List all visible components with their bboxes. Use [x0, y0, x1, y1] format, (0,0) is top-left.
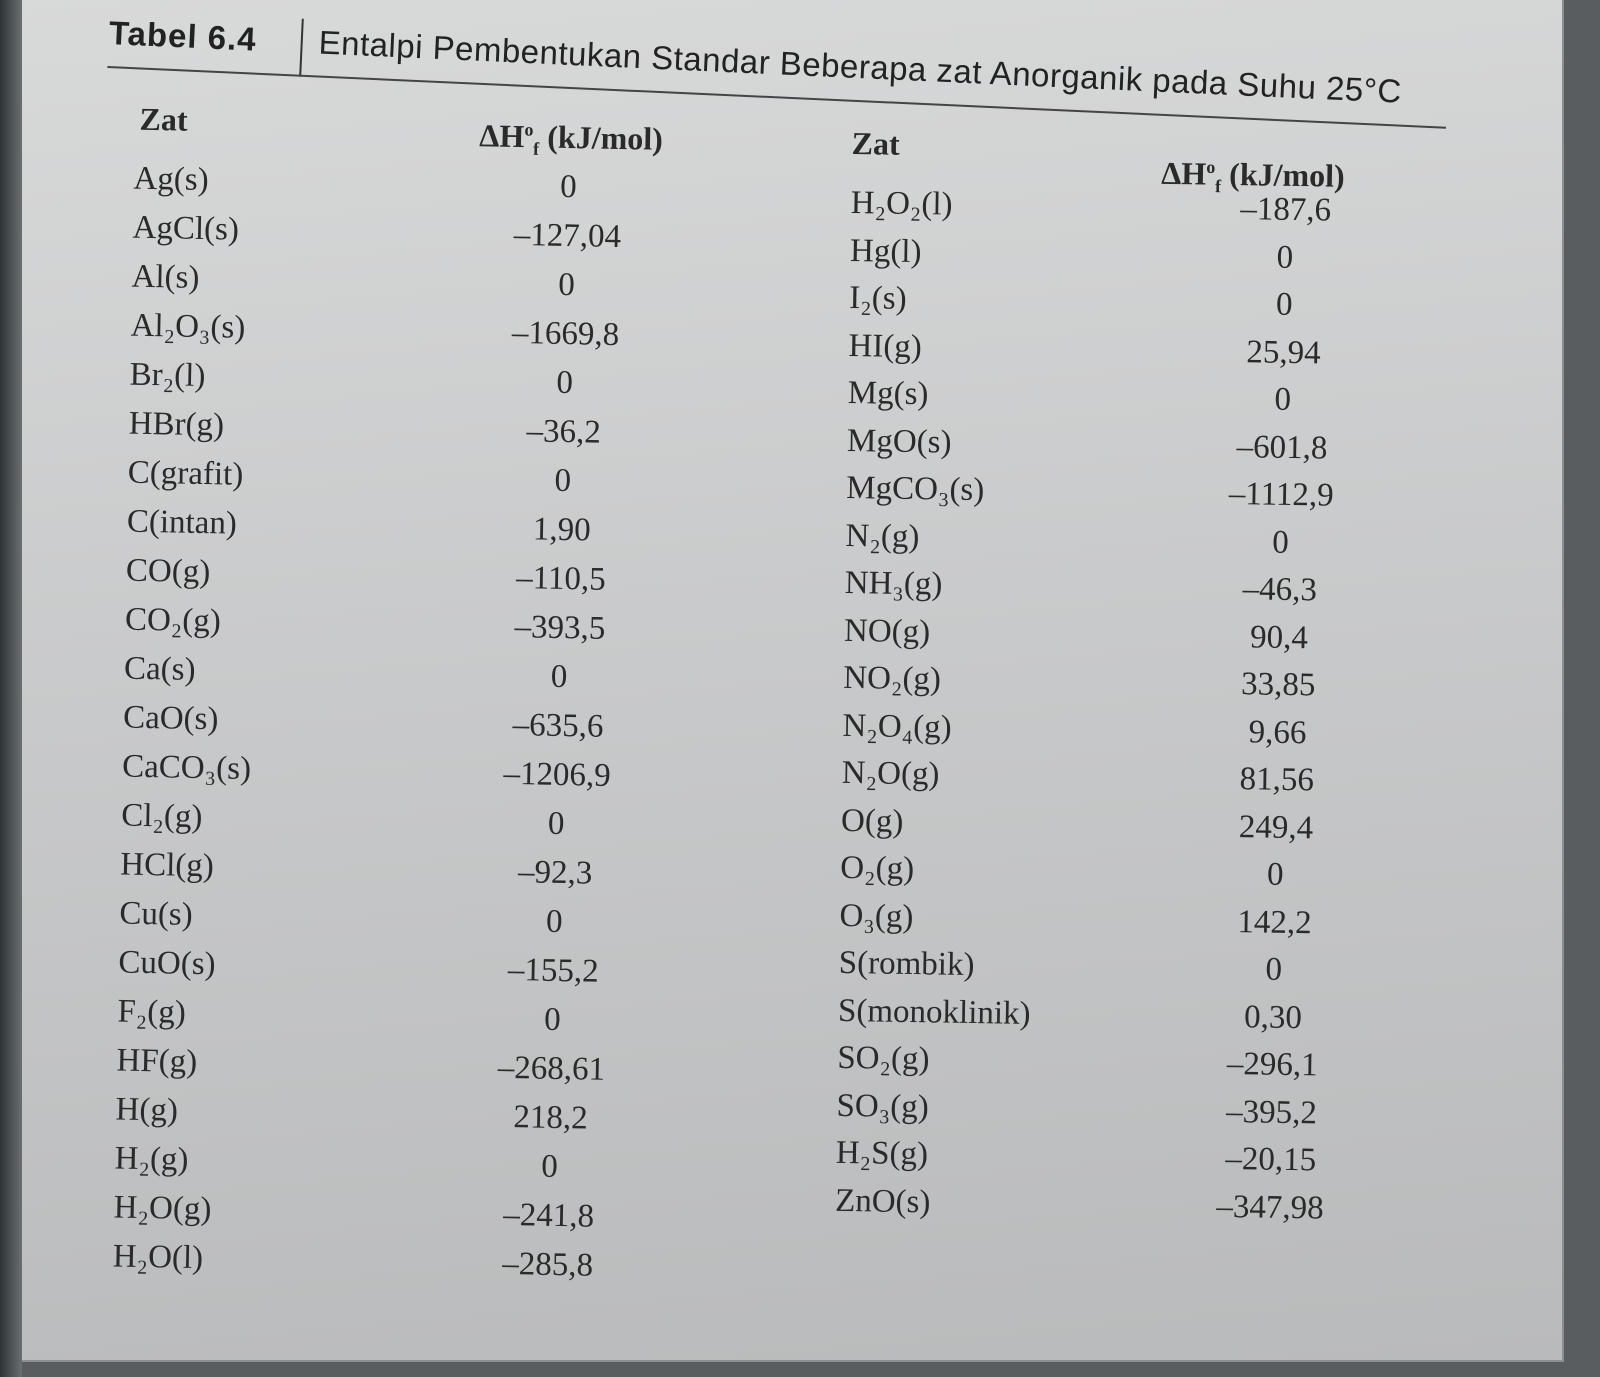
enthalpy-cell: 0 — [1275, 286, 1293, 323]
enthalpy-cell: –127,04 — [513, 216, 622, 256]
enthalpy-cell: 142,2 — [1237, 903, 1312, 941]
enthalpy-cell: –187,6 — [1240, 191, 1332, 229]
substance-cell: CO(g) — [125, 552, 211, 591]
substance-cell: Al(s) — [131, 258, 200, 296]
substance-cell: Ca(s) — [123, 650, 196, 688]
substance-cell: MgCO₃(s) — [846, 469, 985, 509]
column-header-enthalpy-right: $\Delta H^o_f$ (kJ/mol) — [1161, 154, 1346, 197]
enthalpy-cell: 9,66 — [1248, 713, 1307, 751]
substance-cell: H₂(g) — [114, 1140, 189, 1178]
enthalpy-cell: 1,90 — [532, 511, 592, 549]
table-header — [107, 10, 1478, 132]
enthalpy-cell: –1112,9 — [1228, 475, 1334, 514]
enthalpy-cell: 249,4 — [1238, 808, 1314, 846]
enthalpy-cell: 0 — [550, 658, 568, 696]
substance-cell: AgCl(s) — [132, 209, 240, 248]
enthalpy-cell: 0 — [545, 903, 563, 941]
substance-cell: C(intan) — [126, 503, 238, 542]
enthalpy-cell: –347,98 — [1216, 1188, 1324, 1227]
substance-cell: N₂O₄(g) — [842, 707, 952, 746]
enthalpy-cell: 0 — [1271, 524, 1290, 561]
substance-cell: CaO(s) — [122, 699, 219, 738]
enthalpy-cell: –395,2 — [1225, 1093, 1318, 1131]
substance-cell: Hg(l) — [849, 232, 922, 270]
enthalpy-cell: 90,4 — [1249, 618, 1309, 656]
substance-cell: N₂O(g) — [841, 754, 940, 793]
enthalpy-cell: 0 — [559, 168, 578, 206]
substance-cell: Cl₂(g) — [120, 797, 203, 836]
enthalpy-cell: 218,2 — [513, 1099, 589, 1137]
substance-cell: SO₂(g) — [837, 1039, 930, 1078]
substance-cell: H(g) — [115, 1091, 179, 1129]
enthalpy-cell: 0 — [554, 462, 572, 500]
enthalpy-cell: –36,2 — [526, 413, 602, 451]
enthalpy-cell: –92,3 — [517, 854, 593, 892]
enthalpy-cell: –285,8 — [502, 1245, 594, 1284]
enthalpy-cell: –1669,8 — [511, 314, 620, 354]
substance-cell: O₂(g) — [840, 849, 915, 888]
substance-cell: H₂O(g) — [113, 1189, 212, 1228]
enthalpy-cell: 0 — [543, 1001, 562, 1039]
enthalpy-cell: –393,5 — [514, 609, 606, 647]
table-row — [835, 1182, 1396, 1239]
book-page — [22, 0, 1564, 1362]
title-separator — [299, 19, 304, 77]
substance-cell: SO₃(g) — [836, 1087, 930, 1125]
substance-cell: S(rombik) — [838, 944, 975, 984]
enthalpy-cell: 0 — [1266, 856, 1284, 893]
table-title: Entalpi Pembentukan Standar Beberapa zat Anorganik pada Suhu 25°C — [317, 23, 1403, 110]
enthalpy-cell: –1206,9 — [503, 755, 612, 794]
table-row — [77, 1238, 638, 1297]
substance-cell: NH₃(g) — [844, 564, 943, 603]
enthalpy-cell: 0,30 — [1243, 998, 1303, 1036]
book-spine-shadow — [0, 0, 22, 1377]
enthalpy-cell: –241,8 — [502, 1196, 595, 1235]
substance-cell: O₃(g) — [839, 897, 914, 935]
substance-cell: F₂(g) — [117, 993, 187, 1031]
enthalpy-cell: –110,5 — [515, 560, 606, 598]
enthalpy-cell: 25,94 — [1246, 333, 1321, 371]
enthalpy-cell: –268,61 — [497, 1049, 606, 1088]
enthalpy-cell: –635,6 — [512, 707, 604, 745]
substance-cell: HI(g) — [848, 327, 923, 365]
substance-cell: N₂(g) — [845, 517, 920, 555]
substance-cell: C(grafit) — [127, 454, 244, 493]
substance-cell: H₂S(g) — [835, 1134, 929, 1173]
enthalpy-cell: –601,8 — [1236, 428, 1328, 467]
enthalpy-cell: –296,1 — [1226, 1046, 1318, 1084]
substance-cell: MgO(s) — [846, 422, 952, 461]
enthalpy-cell: –155,2 — [507, 951, 600, 990]
column-header-zat: Zat — [139, 100, 188, 138]
substance-cell: H₂O(l) — [112, 1238, 204, 1277]
substance-cell: Br₂(l) — [129, 356, 206, 395]
substance-cell: CO₂(g) — [124, 601, 222, 640]
substance-cell: O(g) — [840, 802, 904, 840]
substance-cell: Ag(s) — [133, 160, 209, 199]
substance-cell: HCl(g) — [119, 846, 215, 885]
enthalpy-cell: –46,3 — [1242, 571, 1318, 609]
substance-cell: H₂O₂(l) — [850, 184, 953, 223]
substance-cell: Al₂O₃(s) — [130, 307, 246, 346]
substance-cell: CaCO₃(s) — [121, 748, 252, 788]
substance-cell: I₂(s) — [848, 279, 907, 317]
enthalpy-cell: 33,85 — [1240, 666, 1316, 704]
substance-cell: CuO(s) — [118, 944, 216, 983]
column-header-enthalpy: $\Delta H^o_f$ (kJ/mol) — [479, 117, 664, 159]
enthalpy-cell: 0 — [556, 364, 574, 402]
column-header-zat-right: Zat — [851, 125, 900, 162]
enthalpy-cell: 0 — [1274, 381, 1292, 418]
enthalpy-cell: 0 — [541, 1148, 559, 1185]
substance-cell: ZnO(s) — [834, 1182, 931, 1220]
enthalpy-cell: 0 — [1265, 951, 1283, 988]
enthalpy-cell: 0 — [1276, 239, 1294, 276]
substance-cell: Mg(s) — [847, 374, 929, 413]
table-number: Tabel 6.4 — [108, 13, 258, 58]
substance-cell: NO₂(g) — [843, 659, 942, 698]
substance-cell: S(monoklinik) — [837, 992, 1031, 1032]
substance-cell: HBr(g) — [128, 405, 225, 444]
enthalpy-cell: –20,15 — [1225, 1140, 1317, 1179]
substance-cell: Cu(s) — [119, 895, 194, 933]
substance-cell: HF(g) — [116, 1042, 198, 1081]
enthalpy-cell: 0 — [557, 266, 576, 304]
substance-cell: NO(g) — [843, 612, 931, 650]
enthalpy-cell: 0 — [547, 805, 565, 843]
enthalpy-cell: 81,56 — [1239, 761, 1315, 799]
